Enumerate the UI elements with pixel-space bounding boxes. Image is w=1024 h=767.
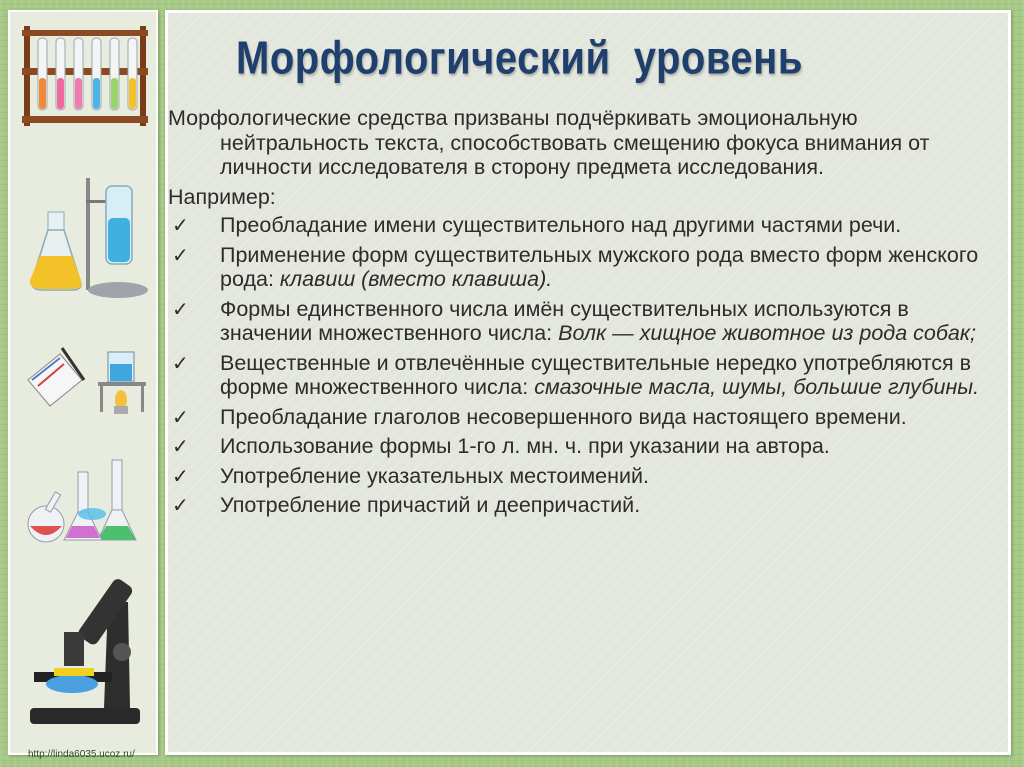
list-item xyxy=(168,464,998,489)
sidebar-panel xyxy=(8,10,158,760)
list-item-text: Вещественные и отвлечённые существительные нередко употребляются в форме множественного числа: xyxy=(220,350,972,399)
check-icon: ✓ xyxy=(172,296,189,321)
check-icon: ✓ xyxy=(172,242,189,267)
list-item-text: Применение форм существительных мужского рода вместо форм женского рода: xyxy=(220,242,979,291)
list-item xyxy=(168,213,998,238)
slide-title: Морфологический уровень xyxy=(236,33,803,84)
burner-icon xyxy=(20,340,152,420)
check-icon: ✓ xyxy=(172,493,189,517)
list-item xyxy=(168,351,998,400)
glassware-icon xyxy=(20,452,152,552)
bullet-list xyxy=(168,213,998,518)
list-item-text: Преобладание глаголов несовершенного вида настоящего времени. xyxy=(220,404,907,429)
check-icon: ✓ xyxy=(172,350,189,375)
example-label: Например: xyxy=(168,184,276,209)
list-item xyxy=(168,243,998,292)
check-icon: ✓ xyxy=(172,463,189,488)
flasks-icon xyxy=(26,172,150,302)
test-tube-rack-icon xyxy=(16,20,154,130)
check-icon: ✓ xyxy=(172,434,189,458)
content-panel xyxy=(165,10,1011,755)
slide-body xyxy=(168,106,998,523)
intro-paragraph: Морфологические средства призваны подчёркивать эмоциональную нейтральность текста, способствовать смещению фокуса внимания от личности исследователя в сторону предмета исследования. xyxy=(168,106,930,179)
list-item-text: Формы единственного числа имён существительных используются в значении множественного числа: xyxy=(220,296,909,345)
list-item-text: Употребление причастий и деепричастий. xyxy=(220,493,641,517)
list-item-text: Использование формы 1-го л. мн. ч. при указании на автора. xyxy=(220,434,830,458)
list-item-example: смазочные масла, шумы, большие глубины. xyxy=(534,375,980,399)
list-item-example: Волк — хищное животное из рода собак; xyxy=(558,321,977,345)
check-icon: ✓ xyxy=(172,404,189,429)
list-item-text: Преобладание имени существительного над другими частями речи. xyxy=(220,213,902,237)
list-item-text: Употребление указательных местоимений. xyxy=(220,463,650,488)
list-item-example: клавиш (вместо клавиша). xyxy=(279,267,553,291)
list-item xyxy=(168,405,998,430)
list-item xyxy=(168,434,998,459)
microscope-icon xyxy=(24,572,150,732)
list-item xyxy=(168,493,998,518)
list-item xyxy=(168,297,998,346)
source-url[interactable]: http://linda6035.ucoz.ru/ xyxy=(28,749,135,760)
check-icon: ✓ xyxy=(172,213,189,237)
